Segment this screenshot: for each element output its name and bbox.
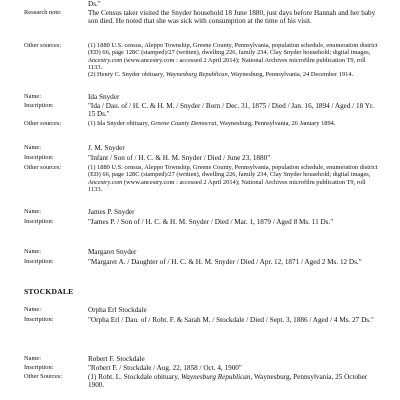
other-sources-text: (1) 1880 U.S. census, Aleppo Township, Greene County, Pennsylvania, population schedule, enumeration district (ED) 66, page 128C (stamped)/27 (written), dwelling 226, family 234, Clay Snyder household; digital images, Ancestry.com (www.ancestry.com : accessed 2 April 2014); National Archives microfilm publication T9, roll 1133. bbox=[88, 164, 378, 193]
inscription-tail: Ds." bbox=[88, 0, 101, 8]
inscription-label: Inscription: bbox=[24, 258, 54, 265]
entry-name: Orpha Erl Stockdale bbox=[88, 306, 147, 314]
inscription-text: "Robert F. / Stockdale / Aug. 22, 1858 / Oct. 4, 1900" bbox=[88, 364, 242, 372]
other-sources-text bbox=[88, 42, 380, 78]
inscription-text: "Ida / Dau. of / H. C. & H. M. / Snyder / Born / Dec. 31, 1875 / Died / Jan. 16, 1894 / Aged / 18 Yr. 15 Ds." bbox=[88, 102, 374, 118]
other-sources-text: (1) Robt. L. Stockdale obituary, Waynesburg Republican, Waynesburg, Pennsylvania, 25 October 1900. bbox=[88, 373, 368, 389]
inscription-text: "Margaret A. / Daughter of / H. C. & H. M. Snyder / Died / Apr. 12, 1871 / Aged 2 Ms. 12 Ds." bbox=[88, 258, 362, 266]
name-label: Name: bbox=[24, 93, 42, 100]
inscription-label: Inscription: bbox=[24, 102, 54, 109]
other-sources-label: Other sources: bbox=[24, 42, 62, 49]
entry-name: James P. Snyder bbox=[88, 208, 135, 216]
entry-name: J. M. Snyder bbox=[88, 144, 125, 152]
inscription-label: Inscription: bbox=[24, 154, 54, 161]
name-label: Name: bbox=[24, 248, 42, 255]
inscription-text: "Orpha Erl / Dau. of / Robt. F. & Sarah M. / Stockdale / Died / Sept. 3, 1886 / Aged / 4 Ms. 27 Ds." bbox=[88, 316, 374, 324]
name-label: Name: bbox=[24, 306, 42, 313]
other-sources-label: Other Sources: bbox=[24, 373, 63, 380]
inscription-label: Inscription: bbox=[24, 316, 54, 323]
name-label: Name: bbox=[24, 355, 42, 362]
other-sources-text: (1) Ida Snyder obituary, Greene County Democrat, Waynesburg, Pennsylvania, 26 January 1894. bbox=[88, 120, 336, 127]
inscription-text: "James P. / Son of / H. C. & H. M. Snyder / Died / Mar. 1, 1879 / Aged 8 Ms. 11 Ds." bbox=[88, 218, 334, 226]
other-sources-label: Other sources: bbox=[24, 120, 62, 127]
inscription-text: "Infant / Son of / H. C. & H. M. Snyder / Died / June 23, 1880" bbox=[88, 154, 271, 162]
name-label: Name: bbox=[24, 144, 42, 151]
name-label: Name: bbox=[24, 208, 42, 215]
source-item: (1) 1880 U.S. census, Aleppo Township, Greene County, Pennsylvania, population schedule, enumeration district (ED) 66, page 128C (stamped)/27 (written), dwelling 226, family 234, Clay Snyder household; digital images, Ancestry.com (www.ancestry.com : accessed 2 April 2014); National Archives microfilm publication T9, roll 1133. bbox=[88, 42, 378, 71]
source-item: (2) Henry C. Snyder obituary, Waynesburg Republican, Waynesburg, Pennsylvania, 24 December 1914. bbox=[88, 71, 354, 79]
inscription-label: Inscription: bbox=[24, 364, 54, 371]
entry-name: Margaret Snyder bbox=[88, 248, 137, 256]
research-note-label: Research note: bbox=[24, 9, 62, 16]
inscription-label: Inscription: bbox=[24, 218, 54, 225]
other-sources-label: Other sources: bbox=[24, 164, 62, 171]
entry-name: Robert F. Stockdale bbox=[88, 355, 145, 363]
research-note-text: The Census taker visited the Snyder household 18 June 1880, just days before Hannah and her baby son died. He noted that she was sick with consumption at the time of his visit. bbox=[88, 9, 376, 25]
section-heading-stockdale: STOCKDALE bbox=[24, 287, 74, 296]
entry-name: Ida Snyder bbox=[88, 93, 120, 101]
